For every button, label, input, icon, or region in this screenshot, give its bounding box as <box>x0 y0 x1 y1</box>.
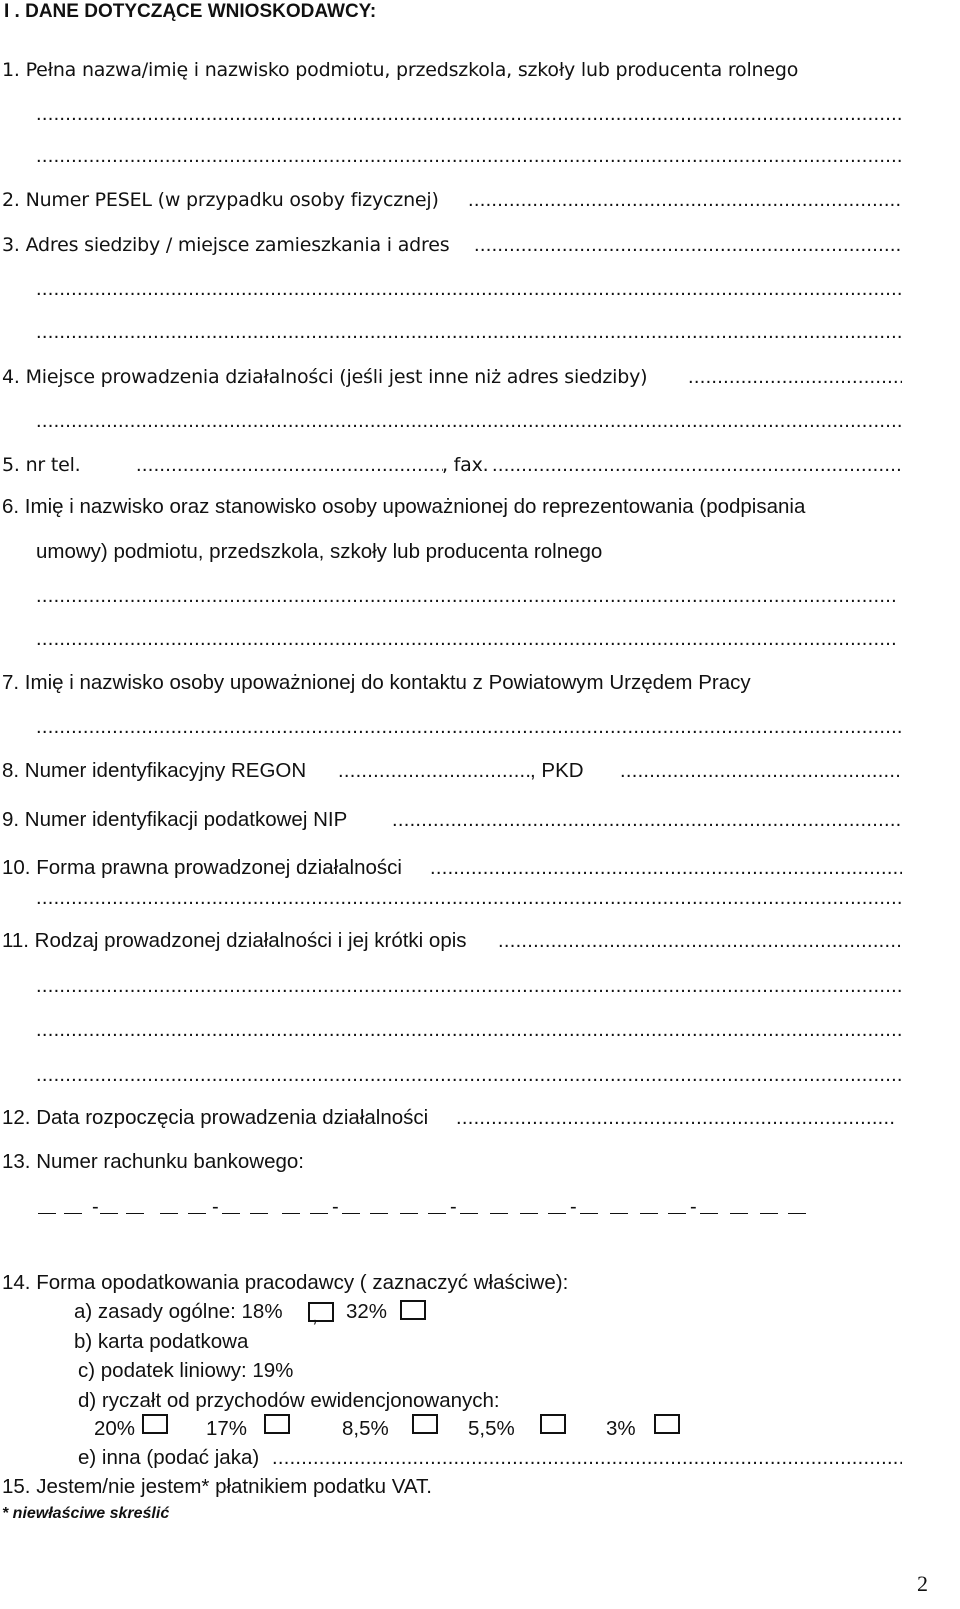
page-number: 2 <box>917 1571 928 1596</box>
item-10-label: 10. Forma prawna prowadzonej działalności <box>2 856 402 879</box>
bank-digit-slot[interactable] <box>610 1213 628 1214</box>
item-8-pkd-label: , PKD <box>530 759 584 782</box>
option-b-label: b) karta podatkowa <box>74 1330 249 1353</box>
bank-digit-slot[interactable] <box>580 1213 598 1214</box>
checkbox-3-percent[interactable] <box>654 1414 680 1434</box>
item-4-fill-line-2[interactable] <box>36 409 902 433</box>
item-4-fill[interactable] <box>688 365 902 389</box>
pkd-fill[interactable] <box>620 759 902 783</box>
option-c-label: c) podatek liniowy: 19% <box>78 1359 294 1382</box>
item-7-fill[interactable] <box>36 715 902 739</box>
item-6-fill-line-2[interactable] <box>36 627 898 651</box>
item-6-fill-line-1[interactable] <box>36 584 898 608</box>
bank-separator: - <box>212 1196 219 1218</box>
option-d-20-label: 20% <box>94 1417 136 1440</box>
bank-separator: - <box>450 1196 457 1218</box>
bank-digit-slot[interactable] <box>490 1213 508 1214</box>
bank-digit-slot[interactable] <box>100 1213 118 1214</box>
item-10-fill[interactable] <box>430 856 902 880</box>
bank-digit-slot[interactable] <box>370 1213 388 1214</box>
item-12-label: 12. Data rozpoczęcia prowadzenia działalności <box>2 1106 429 1129</box>
bank-digit-slot[interactable] <box>460 1213 478 1214</box>
item-13-label: 13. Numer rachunku bankowego: <box>2 1150 304 1173</box>
bank-digit-slot[interactable] <box>400 1213 418 1214</box>
item-3-fill-line-2[interactable] <box>36 277 902 301</box>
item-1-label: 1. Pełna nazwa/imię i nazwisko podmiotu, przedszkola, szkoły lub producenta rolnego <box>2 59 799 81</box>
option-a-32-label: 32% <box>346 1300 388 1323</box>
item-11-fill-line-3[interactable] <box>36 1018 902 1042</box>
option-d-3-label: 3% <box>606 1417 636 1440</box>
bank-digit-slot[interactable] <box>222 1213 240 1214</box>
bank-digit-slot[interactable] <box>38 1213 56 1214</box>
item-2-fill[interactable] <box>468 188 902 212</box>
phone-fill[interactable] <box>136 453 443 477</box>
bank-digit-slot[interactable] <box>282 1213 300 1214</box>
item-3-fill[interactable] <box>474 233 902 257</box>
option-d-8-5-label: 8,5% <box>342 1417 389 1440</box>
item-2-label: 2. Numer PESEL (w przypadku osoby fizycznej) <box>2 189 439 211</box>
bank-digit-slot[interactable] <box>126 1213 144 1214</box>
item-12-fill[interactable] <box>456 1106 894 1130</box>
bank-separator: - <box>332 1196 339 1218</box>
bank-digit-slot[interactable] <box>640 1213 658 1214</box>
checkbox-17-percent[interactable] <box>264 1414 290 1434</box>
item-11-fill[interactable] <box>498 929 902 953</box>
item-11-label: 11. Rodzaj prowadzonej działalności i jej krótki opis <box>2 929 467 952</box>
bank-digit-slot[interactable] <box>730 1213 748 1214</box>
option-d-label: d) ryczałt od przychodów ewidencjonowanych: <box>78 1389 500 1412</box>
bank-digit-slot[interactable] <box>64 1213 82 1214</box>
bank-digit-slot[interactable] <box>788 1213 806 1214</box>
checkbox-20-percent[interactable] <box>142 1414 168 1434</box>
bank-digit-slot[interactable] <box>520 1213 538 1214</box>
item-3-label: 3. Adres siedziby / miejsce zamieszkania i adres <box>2 234 450 256</box>
item-7-label: 7. Imię i nazwisko osoby upoważnionej do kontaktu z Powiatowym Urzędem Pracy <box>2 671 751 694</box>
item-3-fill-line-3[interactable] <box>36 320 902 344</box>
bank-digit-slot[interactable] <box>700 1213 718 1214</box>
bank-digit-slot[interactable] <box>760 1213 778 1214</box>
footnote: * niewłaściwe skreślić <box>2 1505 170 1522</box>
item-10-fill-line-2[interactable] <box>36 886 902 910</box>
bank-digit-slot[interactable] <box>342 1213 360 1214</box>
section-header: I . DANE DOTYCZĄCE WNIOSKODAWCY: <box>4 1 377 22</box>
bank-digit-slot[interactable] <box>310 1213 328 1214</box>
item-1-fill-line-1[interactable] <box>36 102 902 126</box>
bank-digit-slot[interactable] <box>188 1213 206 1214</box>
checkbox-32-percent[interactable] <box>400 1300 426 1320</box>
bank-digit-slot[interactable] <box>668 1213 686 1214</box>
item-6-label-line-2: umowy) podmiotu, przedszkola, szkoły lub producenta rolnego <box>36 540 603 563</box>
bank-digit-slot[interactable] <box>428 1213 446 1214</box>
item-11-fill-line-2[interactable] <box>36 974 902 998</box>
fax-fill[interactable] <box>492 453 902 477</box>
option-e-label: e) inna (podać jaka) <box>78 1446 260 1469</box>
bank-digit-slot[interactable] <box>548 1213 566 1214</box>
item-9-label: 9. Numer identyfikacji podatkowej NIP <box>2 808 348 831</box>
item-4-label: 4. Miejsce prowadzenia działalności (jeśli jest inne niż adres siedziby) <box>2 366 648 388</box>
option-a-label: a) zasady ogólne: 18% <box>74 1300 283 1323</box>
bank-digit-slot[interactable] <box>250 1213 268 1214</box>
bank-digit-slot[interactable] <box>160 1213 178 1214</box>
regon-fill[interactable] <box>338 759 532 783</box>
item-15-label: 15. Jestem/nie jestem* płatnikiem podatku VAT. <box>2 1475 432 1498</box>
checkbox-5-5-percent[interactable] <box>540 1414 566 1434</box>
option-a-comma: , <box>312 1304 318 1327</box>
option-d-5-5-label: 5,5% <box>468 1417 515 1440</box>
item-5-phone-label: 5. nr tel. <box>2 454 81 476</box>
item-8-regon-label: 8. Numer identyfikacyjny REGON <box>2 759 307 782</box>
item-11-fill-line-4[interactable] <box>36 1063 902 1087</box>
checkbox-8-5-percent[interactable] <box>412 1414 438 1434</box>
nip-fill[interactable] <box>392 808 902 832</box>
bank-separator: - <box>570 1196 577 1218</box>
option-d-17-label: 17% <box>206 1417 248 1440</box>
bank-separator: - <box>92 1196 99 1218</box>
item-1-fill-line-2[interactable] <box>36 144 902 168</box>
bank-separator: - <box>690 1196 697 1218</box>
item-5-fax-label: , fax. <box>442 454 489 476</box>
item-6-label-line-1: 6. Imię i nazwisko oraz stanowisko osoby upoważnionej do reprezentowania (podpisania <box>2 495 806 518</box>
option-e-fill[interactable] <box>272 1446 902 1470</box>
item-14-label: 14. Forma opodatkowania pracodawcy ( zaznaczyć właściwe): <box>2 1271 569 1294</box>
